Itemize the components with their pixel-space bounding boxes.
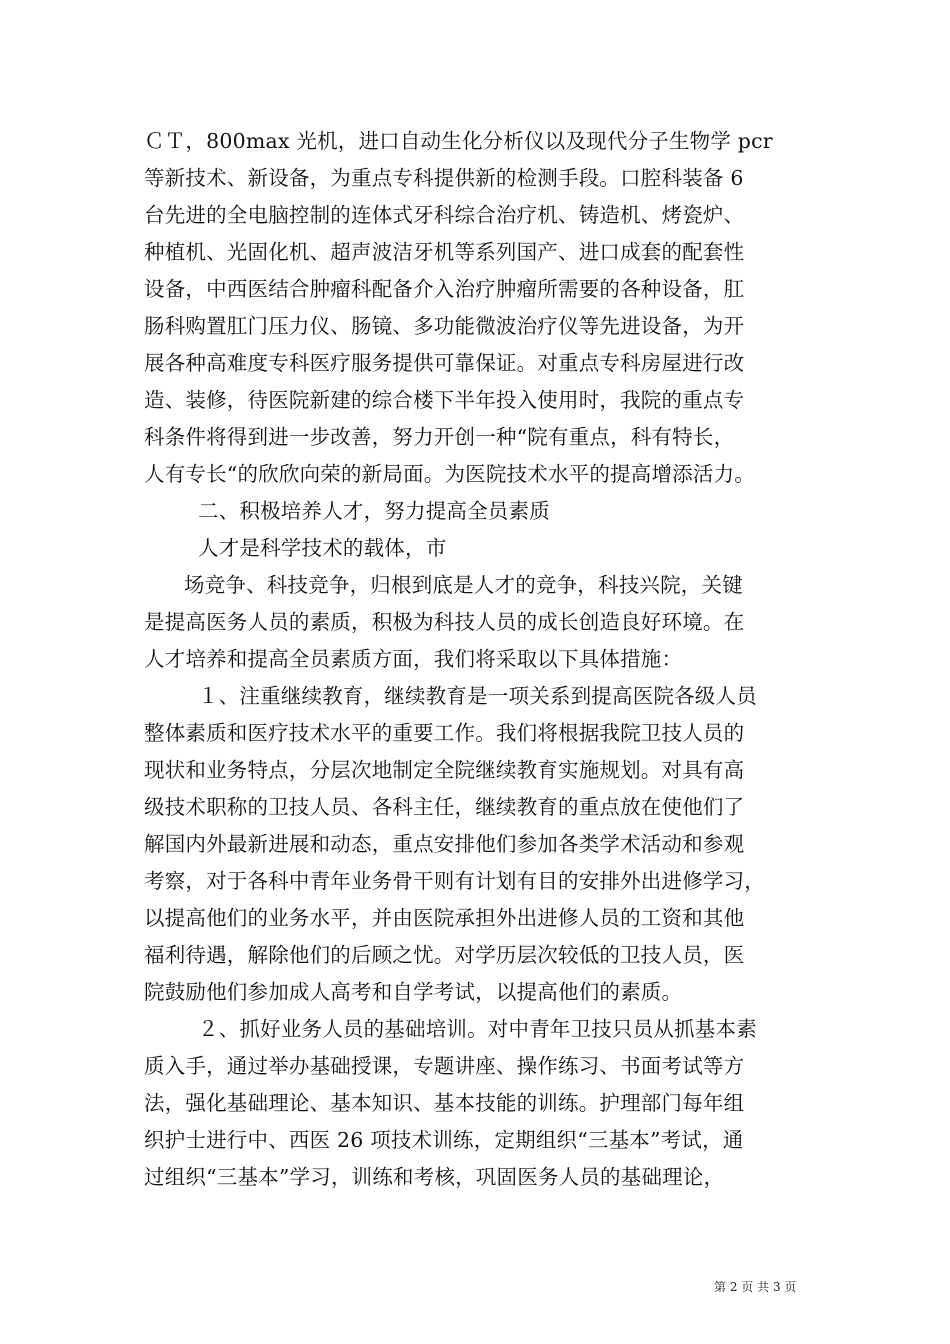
text-line: 场竞争、科技竞争，归根到底是人才的竞争，科技兴院，关键	[184, 573, 743, 597]
text-line: 设备，中西医结合肿瘤科配备介入治疗肿瘤所需要的各种设备，肛	[144, 277, 745, 301]
text-line: 院鼓励他们参加成人高考和自学考试，以提高他们的素质。	[144, 980, 683, 1004]
text-line: 种植机、光固化机、超声波洁牙机等系列国产、进口成套的配套性	[144, 240, 745, 264]
text-line: 过组织“三基本”学习，训练和考核，巩固医务人员的基础理论，	[144, 1165, 725, 1189]
text-line: 展各种高难度专科医疗服务提供可靠保证。对重点专科房屋进行改	[144, 351, 745, 375]
text-line: 以提高他们的业务水平，并由医院承担外出进修人员的工资和其他	[144, 906, 745, 930]
text-line: 质入手，通过举办基础授课，专题讲座、操作练习、书面考试等方	[144, 1054, 745, 1078]
text-line: 解国内外最新进展和动态，重点安排他们参加各类学术活动和参观	[144, 832, 745, 856]
text-line: 考察，对于各科中青年业务骨干则有计划有目的安排外出进修学习，	[144, 869, 765, 893]
text-line: 级技术职称的卫技人员、各科主任，继续教育的重点放在使他们了	[144, 795, 745, 819]
text-line: 肠科购置肛门压力仪、肠镜、多功能微波治疗仪等先进设备，为开	[144, 314, 745, 338]
text-line: 科条件将得到进一步改善，努力开创一种“院有重点，科有特长，	[144, 425, 735, 449]
list-item-text: １、注重继续教育，继续教育是一项关系到提高医院各级人员	[198, 684, 757, 708]
text-line: 织护士进行中、西医 26 项技术训练，定期组织“三基本”考试，通	[144, 1128, 744, 1152]
text-line: 福利待遇，解除他们的后顾之忧。对学历层次较低的卫技人员，医	[144, 943, 745, 967]
text-line: 人有专长“的欣欣向荣的新局面。为医院技术水平的提高增添活力。	[144, 462, 755, 486]
text-line: 人才是科学技术的载体，市	[198, 536, 447, 560]
text-line: 等新技术、新设备，为重点专科提供新的检测手段。口腔科装备 6	[144, 166, 744, 190]
text-line: 是提高医务人员的素质，积极为科技人员的成长创造良好环境。在	[144, 610, 745, 634]
text-line: 台先进的全电脑控制的连体式牙科综合治疗机、铸造机、烤瓷炉、	[144, 203, 745, 227]
text-line: 造、装修，待医院新建的综合楼下半年投入使用时，我院的重点专	[144, 388, 745, 412]
page-number: 第 2 页 共 3 页	[714, 1280, 797, 1294]
list-item-text: ２、抓好业务人员的基础培训。对中青年卫技只员从抓基本素	[198, 1017, 757, 1041]
text-line: 整体素质和医疗技术水平的重要工作。我们将根据我院卫技人员的	[144, 721, 745, 745]
section-heading: 二、积极培养人才，努力提高全员素质	[198, 499, 550, 523]
text-line: 人才培养和提高全员素质方面，我们将采取以下具体措施：	[144, 647, 683, 671]
text-line: 现状和业务特点，分层次地制定全院继续教育实施规划。对具有高	[144, 758, 745, 782]
text-line: 法，强化基础理论、基本知识、基本技能的训练。护理部门每年组	[144, 1091, 745, 1115]
text-line: ＣＴ，800max 光机，进口自动生化分析仪以及现代分子生物学 pcr	[144, 129, 773, 153]
